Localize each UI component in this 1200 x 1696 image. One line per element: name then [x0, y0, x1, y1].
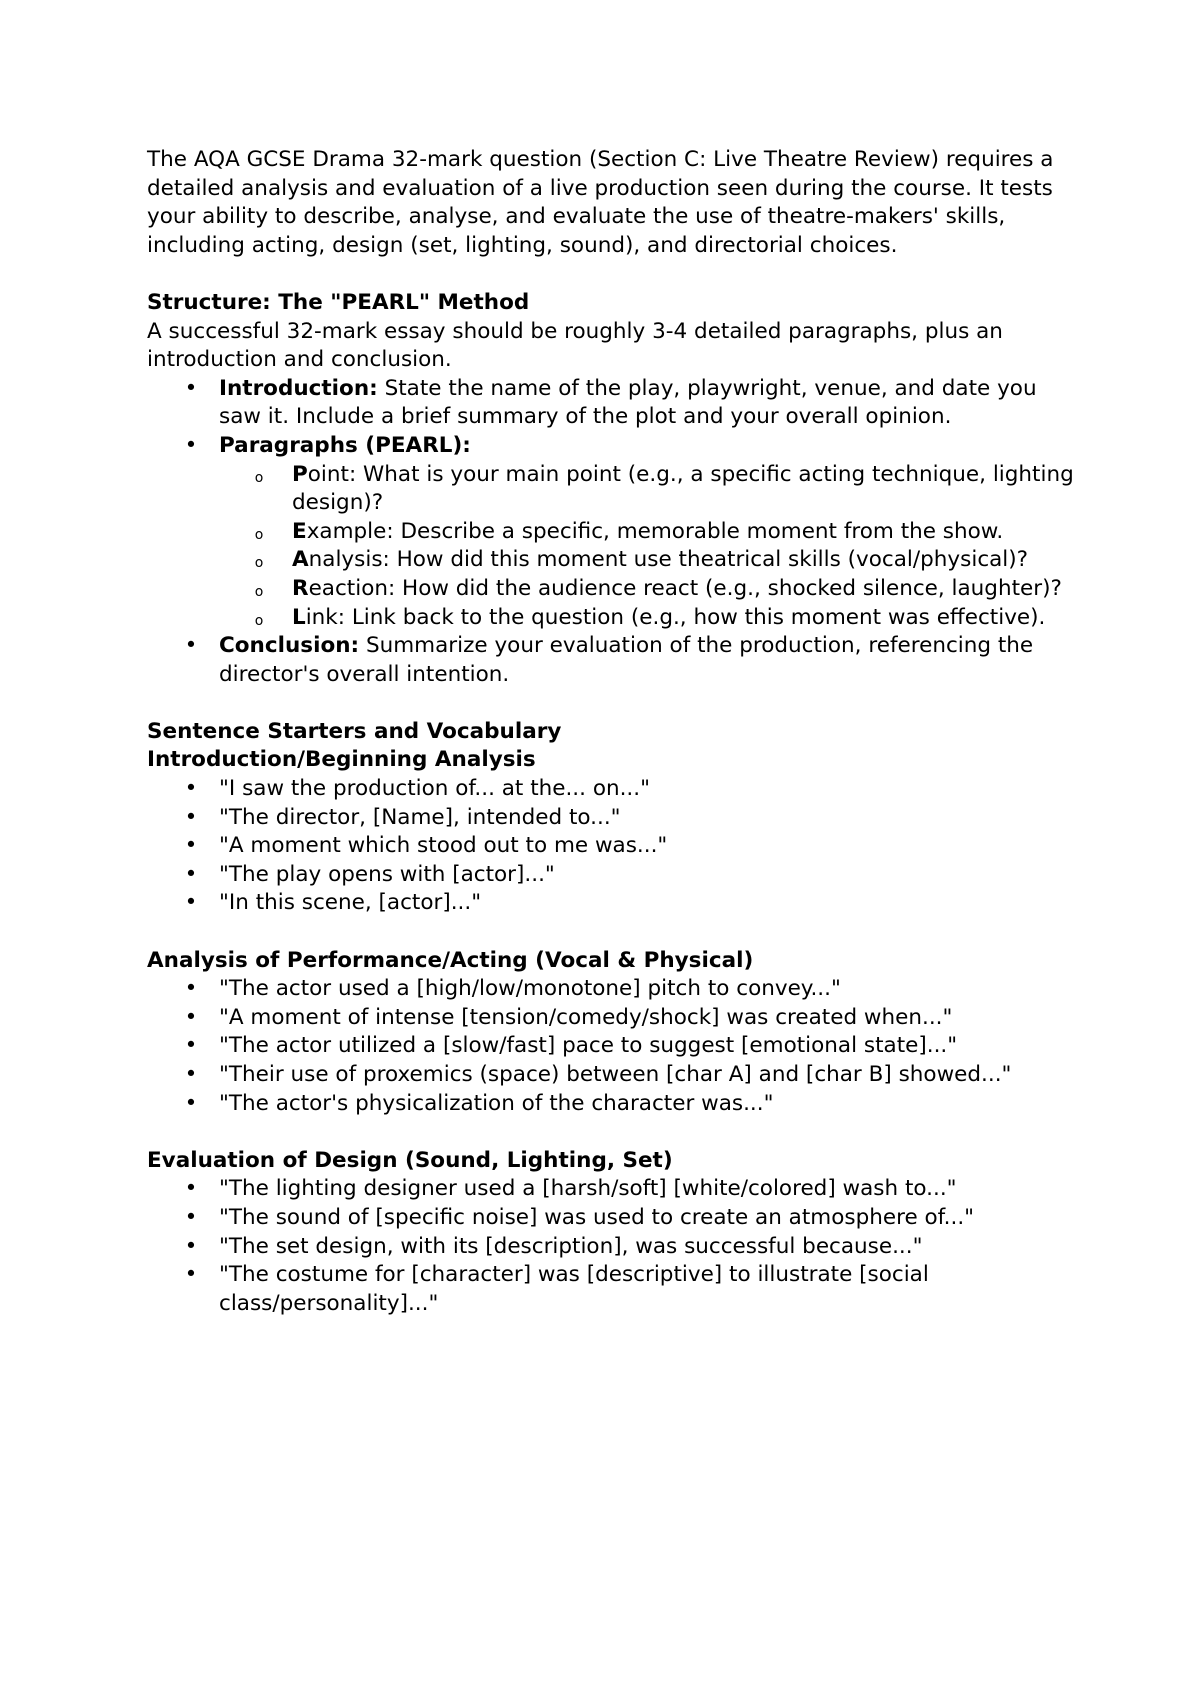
spacer — [147, 1118, 1077, 1147]
pearl-list — [219, 461, 1077, 633]
conclusion-label: Conclusion: — [219, 633, 360, 659]
pearl-text: nalysis: How did this moment use theatrical skills (vocal/physical)? — [308, 547, 1029, 573]
starter-text: "The set design, with its [description], was successful because..." — [219, 1233, 923, 1259]
pearl-text: oint: What is your main point (e.g., a specific acting technique, lighting design)? — [292, 461, 1074, 516]
bullet-icon: • — [184, 1204, 198, 1230]
pearl-letter: R — [292, 575, 309, 601]
bullet-icon: • — [184, 1262, 198, 1288]
list-item — [184, 775, 1077, 804]
starter-text: "Their use of proxemics (space) between [char A] and [char B] showed..." — [219, 1062, 1012, 1087]
bullet-icon: • — [184, 1004, 198, 1030]
bullet-icon: • — [184, 976, 198, 1002]
structure-heading: Structure: The "PEARL" Method — [147, 289, 530, 315]
bullet-icon: • — [184, 375, 198, 401]
sub-bullet-icon: o — [254, 583, 264, 600]
pearl-item-analysis — [254, 546, 1077, 575]
bullet-icon: • — [184, 1062, 198, 1087]
list-item — [184, 889, 1077, 918]
pearl-item-example — [254, 518, 1077, 547]
bullet-icon: • — [184, 890, 198, 916]
starter-text: "A moment of intense [tension/comedy/shock] was created when..." — [219, 1004, 953, 1030]
starter-text: "I saw the production of... at the... on..." — [219, 776, 650, 802]
intro-starters-list — [147, 775, 1077, 918]
document-page — [147, 146, 1077, 1318]
list-item — [184, 832, 1077, 861]
list-item-paragraphs — [184, 432, 1077, 632]
pearl-text: xample: Describe a specific, memorable moment from the show. — [306, 518, 1004, 544]
bullet-icon: • — [184, 1033, 198, 1059]
paragraphs-label: Paragraphs (PEARL): — [219, 432, 471, 458]
starter-text: "The costume for [character] was [descriptive] to illustrate [social class/personality]..." — [219, 1262, 929, 1316]
spacer — [147, 918, 1077, 947]
starter-text: "The sound of [specific noise] was used to create an atmosphere of..." — [219, 1204, 975, 1230]
starter-text: "The lighting designer used a [harsh/soft] [white/colored] wash to..." — [219, 1176, 957, 1202]
conclusion-text: Summarize your evaluation of the production, referencing the director's overall intention. — [219, 633, 1034, 687]
list-item — [184, 1090, 1077, 1119]
intro-analysis-heading: Introduction/Beginning Analysis — [147, 747, 536, 773]
bullet-icon: • — [184, 833, 198, 859]
sub-bullet-icon: o — [254, 612, 264, 629]
starter-text: "The director, [Name], intended to..." — [219, 804, 621, 830]
list-item — [184, 1204, 1077, 1233]
sub-bullet-icon: o — [254, 469, 264, 486]
bullet-icon: • — [184, 804, 198, 830]
bullet-icon: • — [184, 633, 198, 659]
pearl-letter: E — [292, 518, 307, 544]
intro-paragraph: The AQA GCSE Drama 32-mark question (Section C: Live Theatre Review) requires a detailed analysis and evaluation of a live production seen during the course. It tests your ability to describe, analyse, and evaluate the use of theatre-makers' skills, including acting, design (set, lighting, sound), and directorial choices. — [147, 147, 1054, 258]
list-item — [184, 975, 1077, 1004]
pearl-item-point — [254, 461, 1077, 518]
pearl-letter: L — [292, 604, 306, 630]
list-item — [184, 804, 1077, 833]
pearl-letter: P — [292, 461, 308, 487]
introduction-text: State the name of the play, playwright, venue, and date you saw it. Include a brief summary of the plot and your overall opinion. — [219, 375, 1037, 430]
pearl-text: eaction: How did the audience react (e.g., shocked silence, laughter)? — [308, 575, 1062, 601]
list-item-introduction — [184, 375, 1077, 432]
list-item — [184, 861, 1077, 890]
design-heading: Evaluation of Design (Sound, Lighting, Set) — [147, 1147, 673, 1173]
design-starters-list — [147, 1175, 1077, 1318]
list-item — [184, 1004, 1077, 1033]
bullet-icon: • — [184, 432, 198, 458]
list-item — [184, 1233, 1077, 1262]
starter-text: "The actor's physicalization of the character was..." — [219, 1090, 774, 1116]
spacer — [147, 260, 1077, 289]
starter-text: "The play opens with [actor]..." — [219, 861, 555, 887]
starter-text: "A moment which stood out to me was..." — [219, 833, 668, 859]
bullet-icon: • — [184, 1233, 198, 1259]
list-item — [184, 1061, 1077, 1090]
bullet-icon: • — [184, 776, 198, 802]
sub-bullet-icon: o — [254, 555, 264, 572]
acting-starters-list — [147, 975, 1077, 1118]
starter-text: "The actor used a [high/low/monotone] pitch to convey..." — [219, 976, 841, 1002]
spacer — [147, 689, 1077, 718]
list-item-conclusion — [184, 632, 1077, 689]
pearl-item-link — [254, 604, 1077, 633]
starter-text: "In this scene, [actor]..." — [219, 890, 482, 916]
list-item — [184, 1175, 1077, 1204]
list-item — [184, 1261, 1077, 1318]
bullet-icon: • — [184, 1176, 198, 1202]
starter-text: "The actor utilized a [slow/fast] pace to suggest [emotional state]..." — [219, 1033, 958, 1059]
bullet-icon: • — [184, 861, 198, 887]
structure-list — [147, 375, 1077, 690]
list-item — [184, 1032, 1077, 1061]
pearl-letter: A — [292, 547, 309, 573]
pearl-item-reaction — [254, 575, 1077, 604]
starters-heading: Sentence Starters and Vocabulary — [147, 718, 562, 744]
introduction-label: Introduction: — [219, 375, 378, 401]
acting-heading: Analysis of Performance/Acting (Vocal & Physical) — [147, 947, 754, 973]
structure-description: A successful 32-mark essay should be roughly 3-4 detailed paragraphs, plus an introduction and conclusion. — [147, 318, 1003, 373]
bullet-icon: • — [184, 1090, 198, 1116]
pearl-text: ink: Link back to the question (e.g., how this moment was effective). — [305, 604, 1046, 630]
sub-bullet-icon: o — [254, 526, 264, 543]
